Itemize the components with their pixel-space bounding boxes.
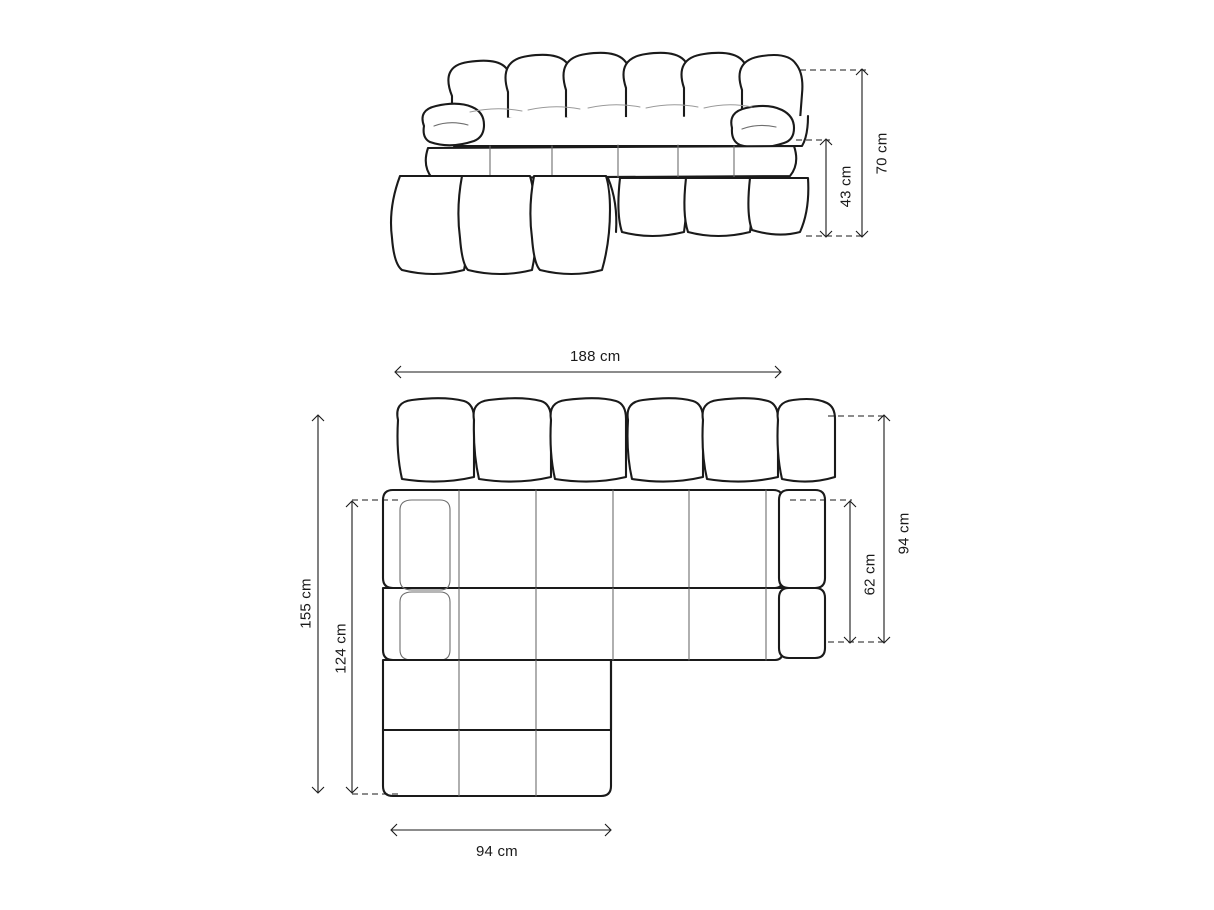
dim-label-height-seat: 43 cm [837, 165, 855, 208]
dim-label-width-module: 94 cm [476, 843, 518, 860]
top-view [0, 350, 1214, 910]
dim-label-depth-right-inner: 62 cm [861, 553, 879, 596]
perspective-view [0, 0, 1214, 330]
dim-label-width-total: 188 cm [570, 348, 621, 365]
dim-label-depth-inner: 124 cm [332, 623, 350, 674]
dim-label-depth-total: 155 cm [297, 578, 315, 629]
dim-label-depth-right-total: 94 cm [895, 512, 913, 555]
dim-label-height-total: 70 cm [873, 132, 891, 175]
